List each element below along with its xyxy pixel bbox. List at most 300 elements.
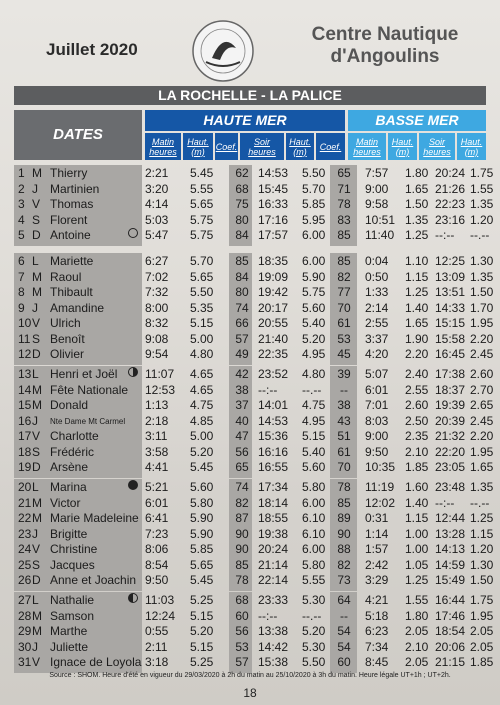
cell-h1: 4.65 <box>190 367 214 381</box>
cell-h3: 1.90 <box>405 331 429 346</box>
cell-w: J <box>32 413 38 428</box>
cell-w: V <box>32 197 41 211</box>
hm-coef1-header: Coef. <box>215 133 238 160</box>
cell-d: 15 <box>18 398 32 412</box>
club-logo <box>190 18 256 84</box>
hm-coef2-header: Coef. <box>316 133 345 160</box>
cell-m2: 11:19 <box>365 480 395 494</box>
cell-h1: 5.60 <box>190 480 214 494</box>
club-name <box>290 24 480 68</box>
table-row <box>14 331 494 348</box>
cell-m1: 3:58 <box>145 444 169 459</box>
cell-h1: 5.70 <box>190 254 214 268</box>
cell-h4: 2.05 <box>470 624 494 638</box>
cell-h3: 1.60 <box>405 480 429 494</box>
cell-h2: 5.50 <box>302 166 326 180</box>
cell-d: 2 <box>18 181 25 196</box>
cell-h4: 1.50 <box>470 573 494 587</box>
cell-d: 6 <box>18 254 25 268</box>
cell-h2: 5.20 <box>302 331 326 346</box>
week-block <box>14 366 494 478</box>
cell-c2: 38 <box>337 398 351 412</box>
cell-h1: 4.65 <box>190 382 214 397</box>
table-row <box>14 608 494 625</box>
cell-w: M <box>32 382 42 397</box>
cell-h2: 5.80 <box>302 557 326 572</box>
cell-h4: 1.35 <box>470 480 494 494</box>
cell-s2: --:-- <box>435 495 455 510</box>
cell-h1: 5.20 <box>190 624 214 638</box>
cell-s1: 14:42 <box>258 639 289 654</box>
cell-h4: 1.85 <box>470 655 494 669</box>
quarter-moon-icon <box>128 367 138 377</box>
table-row <box>14 367 494 383</box>
cell-s2: 15:49 <box>435 573 466 587</box>
cell-h3: 2.55 <box>405 382 429 397</box>
cell-h3: 1.25 <box>405 228 429 242</box>
cell-h1: 5.25 <box>190 593 214 607</box>
cell-s2: 23:16 <box>435 212 466 227</box>
cell-h4: 1.75 <box>470 593 494 607</box>
cell-n: Samson <box>50 608 95 623</box>
cell-c2: 51 <box>337 429 351 443</box>
cell-c1: 84 <box>235 269 249 284</box>
cell-d: 3 <box>18 197 25 211</box>
cell-s2: 17:46 <box>435 608 466 623</box>
cell-h1: 5.45 <box>190 166 214 180</box>
cell-w: V <box>32 655 41 669</box>
cell-h4: --.-- <box>470 228 490 242</box>
cell-n: Arsène <box>50 460 89 474</box>
cell-n: Marina <box>50 480 87 494</box>
cell-h1: 5.15 <box>190 608 214 623</box>
cell-d: 5 <box>18 228 25 242</box>
cell-h1: 5.15 <box>190 639 214 654</box>
cell-m2: 1:33 <box>365 285 389 299</box>
cell-h2: 6.10 <box>302 526 326 541</box>
cell-m2: 7:57 <box>365 166 389 180</box>
bm-soir-header: Soir heures <box>419 133 455 160</box>
cell-s2: 16:45 <box>435 347 466 361</box>
cell-w: M <box>32 269 42 284</box>
cell-h3: 1.00 <box>405 526 429 541</box>
cell-h2: 5.50 <box>302 655 326 669</box>
cell-s1: 23:52 <box>258 367 289 381</box>
cell-s1: 19:38 <box>258 526 289 541</box>
table-row <box>14 526 494 543</box>
cell-n: Florent <box>50 212 88 227</box>
cell-c1: 80 <box>235 212 249 227</box>
cell-h4: 2.20 <box>470 331 494 346</box>
cell-h3: 2.05 <box>405 624 429 638</box>
hm-matin-header: Matin heures <box>145 133 181 160</box>
cell-m2: 11:40 <box>365 228 395 242</box>
cell-h2: 6.00 <box>302 254 326 268</box>
club-name-line2: d'Angoulins <box>330 46 440 67</box>
cell-h1: 4.85 <box>190 413 214 428</box>
cell-m2: 6:23 <box>365 624 389 638</box>
cell-h2: 5.90 <box>302 269 326 284</box>
cell-s1: 21:14 <box>258 557 289 572</box>
basse-mer-header: BASSE MER <box>348 110 486 131</box>
cell-s1: 14:01 <box>258 398 289 412</box>
cell-h1: 5.75 <box>190 212 214 227</box>
table-row <box>14 300 494 317</box>
cell-c2: 61 <box>337 316 351 330</box>
cell-h2: 5.60 <box>302 460 326 474</box>
cell-c1: 57 <box>235 655 249 669</box>
cell-m1: 2:21 <box>145 166 169 180</box>
cell-c1: 66 <box>235 316 249 330</box>
cell-m2: 9:58 <box>365 197 389 211</box>
table-row <box>14 269 494 286</box>
cell-c2: 70 <box>337 460 351 474</box>
cell-s1: 18:35 <box>258 254 289 268</box>
cell-d: 17 <box>18 429 32 443</box>
cell-w: M <box>32 511 42 525</box>
cell-w: M <box>32 495 42 510</box>
cell-h3: 1.65 <box>405 181 429 196</box>
cell-h4: 1.50 <box>470 285 494 299</box>
table-row <box>14 542 494 558</box>
cell-s2: 23:05 <box>435 460 466 474</box>
cell-h3: 2.10 <box>405 639 429 654</box>
cell-w: J <box>32 639 38 654</box>
cell-n: Donald <box>50 398 89 412</box>
cell-s2: 14:59 <box>435 557 466 572</box>
cell-s1: 18:14 <box>258 495 289 510</box>
cell-h1: 5.65 <box>190 269 214 284</box>
cell-s1: 18:55 <box>258 511 289 525</box>
cell-w: S <box>32 444 41 459</box>
cell-d: 29 <box>18 624 32 638</box>
cell-w: J <box>32 526 38 541</box>
cell-s2: 21:15 <box>435 655 466 669</box>
table-row <box>14 480 494 496</box>
cell-h2: 6.00 <box>302 228 326 242</box>
week-block <box>14 165 494 246</box>
table-row <box>14 382 494 399</box>
cell-h4: 1.30 <box>470 557 494 572</box>
cell-h2: 5.95 <box>302 212 326 227</box>
cell-h3: 2.20 <box>405 347 429 361</box>
cell-c1: 60 <box>235 608 249 623</box>
cell-c2: 82 <box>337 557 351 572</box>
cell-h3: 1.00 <box>405 542 429 556</box>
cell-h1: 5.85 <box>190 542 214 556</box>
cell-m1: 7:23 <box>145 526 169 541</box>
cell-m1: 5:03 <box>145 212 169 227</box>
cell-c2: 64 <box>337 593 351 607</box>
cell-w: M <box>32 624 42 638</box>
cell-c2: 88 <box>337 542 351 556</box>
cell-h1: 5.35 <box>190 300 214 315</box>
cell-s2: 14:13 <box>435 542 466 556</box>
cell-c1: 68 <box>235 181 249 196</box>
cell-s1: 13:38 <box>258 624 289 638</box>
cell-c1: 57 <box>235 331 249 346</box>
hm-soir-header: Soir heures <box>240 133 284 160</box>
cell-s1: 14:53 <box>258 166 289 180</box>
cell-m1: 4:14 <box>145 197 169 211</box>
cell-n: Amandine <box>50 300 105 315</box>
cell-c2: 54 <box>337 639 351 654</box>
cell-s1: 16:16 <box>258 444 289 459</box>
cell-n: Benoît <box>50 331 85 346</box>
cell-w: D <box>32 460 41 474</box>
cell-s1: 20:17 <box>258 300 289 315</box>
cell-w: M <box>32 608 42 623</box>
cell-c2: 77 <box>337 285 351 299</box>
cell-s2: --:-- <box>435 228 455 242</box>
cell-d: 1 <box>18 166 25 180</box>
cell-h3: 1.10 <box>405 254 429 268</box>
month-title: Juillet 2020 <box>46 40 138 59</box>
cell-c1: 74 <box>235 300 249 315</box>
cell-h3: 2.40 <box>405 367 429 381</box>
cell-h1: 5.80 <box>190 495 214 510</box>
cell-s2: 14:33 <box>435 300 466 315</box>
cell-w: L <box>32 367 39 381</box>
cell-m2: 9:50 <box>365 444 389 459</box>
cell-m2: 12:02 <box>365 495 396 510</box>
table-row <box>14 639 494 656</box>
cell-d: 16 <box>18 413 32 428</box>
table-row <box>14 181 494 198</box>
cell-w: D <box>32 573 41 587</box>
cell-m1: 4:41 <box>145 460 169 474</box>
table-row <box>14 495 490 512</box>
cell-m1: 8:00 <box>145 300 169 315</box>
cell-h1: 5.15 <box>190 316 214 330</box>
bm-haut1-header: Haut. (m) <box>388 133 417 160</box>
cell-h2: 4.75 <box>302 398 326 412</box>
cell-s1: 22:35 <box>258 347 289 361</box>
cell-m1: 8:54 <box>145 557 169 572</box>
cell-c2: 71 <box>337 181 351 196</box>
cell-c1: 37 <box>235 398 249 412</box>
table-row <box>14 197 494 213</box>
cell-c2: 45 <box>337 347 351 361</box>
cell-c2: 78 <box>337 197 351 211</box>
cell-d: 21 <box>18 495 32 510</box>
cell-w: M <box>32 166 42 180</box>
cell-m1: 2:11 <box>145 639 168 654</box>
cell-h1: 5.45 <box>190 460 214 474</box>
cell-m2: 4:21 <box>365 593 389 607</box>
cell-c1: 40 <box>235 413 249 428</box>
cell-s2: 21:32 <box>435 429 466 443</box>
cell-h2: 5.85 <box>302 197 326 211</box>
cell-s1: 23:33 <box>258 593 289 607</box>
cell-h4: 1.35 <box>470 197 494 211</box>
cell-m1: 8:32 <box>145 316 169 330</box>
table-row <box>14 511 494 527</box>
cell-n: Marie Madeleine <box>50 511 139 525</box>
cell-h3: 1.50 <box>405 197 429 211</box>
cell-n: Mariette <box>50 254 94 268</box>
cell-d: 26 <box>18 573 32 587</box>
haute-mer-header: HAUTE MER <box>145 110 345 131</box>
cell-h3: 1.80 <box>405 166 429 180</box>
cell-w: M <box>32 285 42 299</box>
cell-h3: 1.25 <box>405 573 429 587</box>
cell-n: Ignace de Loyola <box>50 655 142 669</box>
cell-w: L <box>32 480 39 494</box>
table-row <box>14 285 494 301</box>
cell-n: Antoine <box>50 228 91 242</box>
cell-s2: 13:09 <box>435 269 466 284</box>
cell-m2: 1:57 <box>365 542 389 556</box>
cell-c1: 87 <box>235 511 249 525</box>
cell-n: Henri et Joël <box>50 367 118 381</box>
cell-h4: 1.20 <box>470 542 494 556</box>
cell-m2: 7:34 <box>365 639 389 654</box>
cell-s2: 18:54 <box>435 624 466 638</box>
quarter-moon-icon <box>128 593 138 603</box>
cell-m2: 5:07 <box>365 367 389 381</box>
cell-d: 19 <box>18 460 32 474</box>
cell-d: 18 <box>18 444 32 459</box>
cell-n: Nathalie <box>50 593 95 607</box>
cell-h1: 5.00 <box>190 331 214 346</box>
cell-s1: 21:40 <box>258 331 289 346</box>
cell-m2: 3:29 <box>365 573 389 587</box>
cell-h4: 2.20 <box>470 429 494 443</box>
cell-s2: 22:20 <box>435 444 466 459</box>
cell-m1: 7:32 <box>145 285 169 299</box>
cell-m2: 6:01 <box>365 382 389 397</box>
cell-n: Nte Dame Mt Carmel <box>50 416 126 426</box>
cell-h4: 1.65 <box>470 460 494 474</box>
cell-w: J <box>32 181 38 196</box>
table-row <box>14 444 494 461</box>
cell-n: Anne et Joachin <box>50 573 137 587</box>
cell-w: D <box>32 347 41 361</box>
table-row <box>14 254 494 270</box>
cell-d: 10 <box>18 316 32 330</box>
cell-n: Victor <box>50 495 81 510</box>
cell-h2: --.-- <box>302 382 322 397</box>
cell-s2: 23:48 <box>435 480 466 494</box>
cell-s1: 20:55 <box>258 316 289 330</box>
cell-w: S <box>32 557 41 572</box>
cell-s2: 15:58 <box>435 331 466 346</box>
cell-d: 11 <box>18 331 31 346</box>
cell-w: S <box>32 212 41 227</box>
cell-s1: --:-- <box>258 608 278 623</box>
cell-m1: 0:55 <box>145 624 169 638</box>
cell-h4: 1.75 <box>470 166 494 180</box>
cell-h4: 1.95 <box>470 316 494 330</box>
cell-h1: 4.80 <box>190 347 214 361</box>
cell-c1: 56 <box>235 624 249 638</box>
cell-c2: 83 <box>337 212 351 227</box>
cell-h4: 1.95 <box>470 608 494 623</box>
cell-d: 14 <box>18 382 32 397</box>
source-footer: Source : SHOM. Heure d'été en vigueur du 29/03/2020 à 2h du matin au 25/10/2020 à 3h du matin. Heure légale UT+1h ; UT+2h. <box>49 672 451 679</box>
cell-h4: 2.70 <box>470 382 494 397</box>
cell-m1: 1:13 <box>145 398 169 412</box>
cell-c2: 85 <box>337 228 351 242</box>
cell-c1: 90 <box>235 542 249 556</box>
cell-c2: 65 <box>337 166 351 180</box>
cell-m2: 5:18 <box>365 608 389 623</box>
cell-h3: 1.15 <box>405 511 429 525</box>
cell-c1: 56 <box>235 444 249 459</box>
week-block <box>14 592 494 673</box>
cell-h4: 1.30 <box>470 254 494 268</box>
hm-haut1-header: Haut. (m) <box>183 133 213 160</box>
cell-d: 8 <box>18 285 25 299</box>
cell-m2: 2:42 <box>365 557 389 572</box>
cell-c2: 78 <box>337 480 351 494</box>
cell-d: 24 <box>18 542 32 556</box>
cell-d: 27 <box>18 593 32 607</box>
cell-h3: 2.60 <box>405 398 429 412</box>
cell-n: Ulrich <box>50 316 81 330</box>
cell-h2: 5.80 <box>302 480 326 494</box>
cell-m2: 0:50 <box>365 269 389 284</box>
week-block <box>14 253 494 365</box>
cell-m1: 9:50 <box>145 573 169 587</box>
cell-h1: 5.00 <box>190 429 214 443</box>
cell-n: Charlotte <box>50 429 99 443</box>
cell-h2: 5.40 <box>302 444 326 459</box>
cell-h4: 1.20 <box>470 212 494 227</box>
cell-c2: 43 <box>337 413 351 428</box>
cell-w: L <box>32 254 39 268</box>
cell-c1: 62 <box>235 166 249 180</box>
cell-h3: 1.15 <box>405 269 429 284</box>
cell-h2: 5.15 <box>302 429 326 443</box>
cell-d: 9 <box>18 300 25 315</box>
cell-d: 23 <box>18 526 32 541</box>
cell-h3: 2.10 <box>405 444 429 459</box>
cell-c1: 68 <box>235 593 249 607</box>
cell-h4: 2.65 <box>470 398 494 412</box>
cell-w: J <box>32 300 38 315</box>
cell-w: V <box>32 429 41 443</box>
cell-m1: 6:41 <box>145 511 169 525</box>
cell-h4: 2.05 <box>470 639 494 654</box>
cell-c2: 85 <box>337 495 351 510</box>
cell-s2: 22:23 <box>435 197 466 211</box>
table-row <box>14 573 494 589</box>
cell-h1: 5.50 <box>190 285 214 299</box>
cell-h1: 5.90 <box>190 511 214 525</box>
cell-c2: 54 <box>337 624 351 638</box>
cell-h3: 1.65 <box>405 316 429 330</box>
cell-m1: 12:53 <box>145 382 176 397</box>
cell-w: V <box>32 542 41 556</box>
cell-m1: 5:21 <box>145 480 169 494</box>
cell-h2: 4.95 <box>302 347 326 361</box>
cell-c2: 73 <box>337 573 351 587</box>
cell-c1: 90 <box>235 526 249 541</box>
cell-n: Fête Nationale <box>50 382 129 397</box>
cell-m1: 8:06 <box>145 542 169 556</box>
cell-c2: 61 <box>337 444 351 459</box>
cell-s1: 15:38 <box>258 655 289 669</box>
cell-c2: 60 <box>337 655 351 669</box>
cell-m1: 6:01 <box>145 495 169 510</box>
cell-n: Martinien <box>50 181 100 196</box>
bm-matin-header: Matin heures <box>348 133 386 160</box>
cell-c1: 53 <box>235 639 249 654</box>
cell-h3: 2.50 <box>405 413 429 428</box>
cell-h4: 1.70 <box>470 300 494 315</box>
